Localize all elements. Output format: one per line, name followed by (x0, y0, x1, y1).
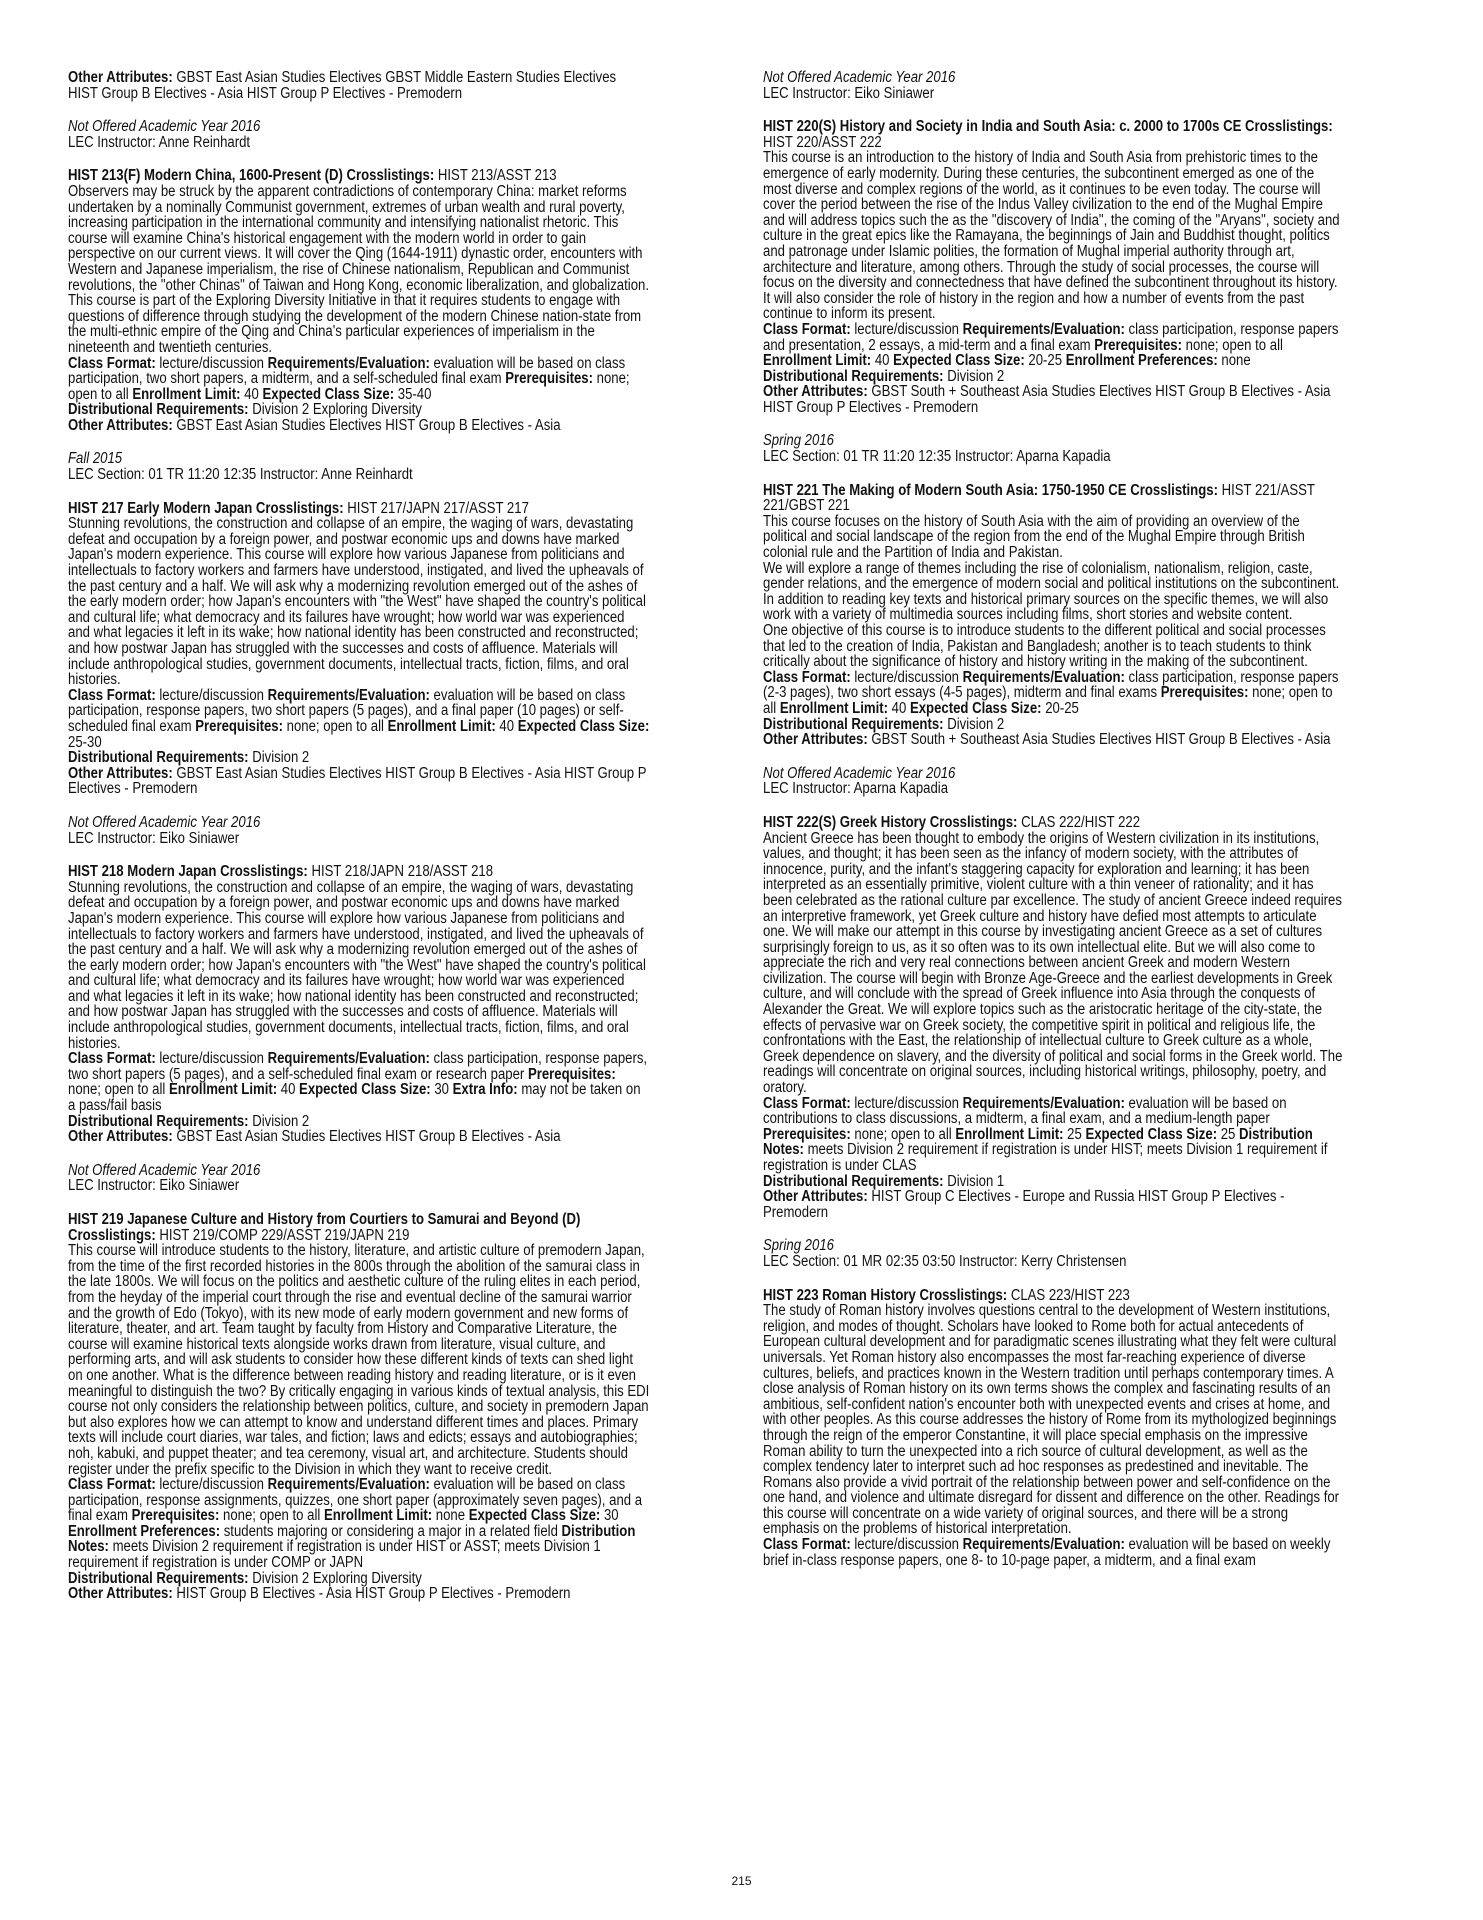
distribution-notes-label: Distribution Notes: (763, 1125, 1313, 1159)
expected-class-size: 20-25 (1028, 352, 1063, 370)
offering-entry (68, 451, 649, 482)
distributional-requirements: Division 2 Exploring Diversity (252, 401, 422, 419)
class-format-label: Class Format: (68, 354, 160, 372)
distributional-line (68, 750, 649, 766)
class-format: lecture/discussion (854, 1094, 959, 1112)
offering-detail: LEC Instructor: Eiko Siniawer (68, 1177, 240, 1195)
course-description: This course is an introduction to the history of India and South Asia from prehistoric times to the emergence of early modernity. During these centuries, the subcontinent emerged as one of the most diverse and complex regions of the world, as it continues to be even today. The course will cover the period between the rise of the Indus Valley civilization to the end of the Mughal Empire and will address topics such the as the "discovery of India", the coming of the "Aryans", society and culture in the great epics like the Ramayana, the beginnings of Jain and Buddhist thought, politics and patronage under Islamic polities, the formation of Mughal imperial authority through art, architecture and literature, among others. Through the study of social processes, the course will focus on the diversity and connectedness that have defined the subcontinent throughout its history. It will also consider the role of history in the region and how a number of events from the past continue to inform its present. (763, 149, 1340, 323)
enrollment-limit-label: Enrollment Limit: (168, 1081, 281, 1099)
prerequisites-label: Prerequisites: (527, 1065, 616, 1083)
course-description: Ancient Greece has been thought to embody the origins of Western civilization in its institutions, values, and thought; it has been seen as the infancy of modern society, with the attributes of innocence, purity, and the infant's staggering capacity for exploration and learning; it has been interpreted as an essentially primitive, violent culture with a thin veneer of rationality; and it has been celebrated as the rational culture par excellence. The study of ancient Greece indeed requires an interpretive framework, yet Greek culture and history have defied most attempts to articulate one. We will make our attempt in this course by investigating ancient Greece as a set of cultures surprisingly foreign to us, as it so often was to its own intellectual elite. But we will also come to appreciate the rich and very real connections between ancient Greek and modern Western civilization. The course will begin with Bronze Age-Greece and the earliest developments in Greek culture, and will conclude with the spread of Greek influence into Asia through the conquests of Alexander the Great. We will explore topics such as the aristocratic heritage of the city-state, the effects of pervasive war on Greek society, the competitive spirit in political and religious life, the confrontations with the East, the relationship of intellectual culture to Greek culture as a whole, Greek dependence on slavery, and the diversity of political and social forms in the Greek world. The readings will concentrate on original sources, including historical writings, philosophy, poetry, and oratory. (763, 829, 1343, 1097)
crosslistings: HIST 213/ASST 213 (437, 167, 557, 185)
offering-entry (68, 815, 649, 846)
other-attributes: GBST East Asian Studies Electives HIST Group B Electives - Asia HIST Group P Electives - Premodern (68, 764, 647, 798)
expected-class-size-label: Expected Class Size: (299, 1081, 435, 1099)
crosslistings-label: Crosslistings: (68, 1226, 160, 1244)
enrollment-limit-label: Enrollment Limit: (955, 1125, 1068, 1143)
expected-class-size-label: Expected Class Size: (468, 1507, 604, 1525)
course-number: HIST 219 (68, 1211, 124, 1228)
class-format-label: Class Format: (763, 1536, 855, 1554)
class-format: lecture/discussion (159, 1050, 264, 1068)
crosslistings-label: Crosslistings: (255, 499, 348, 517)
distributional-line (763, 1174, 1344, 1190)
requirements: class participation, response papers (2-3 pages), two short essays (4-5 pages), midterm and final exams (763, 668, 1339, 702)
course-details (763, 670, 1344, 717)
course-heading (68, 864, 649, 880)
expected-class-size: 30 (603, 1507, 619, 1525)
crosslistings: CLAS 222/HIST 222 (1021, 813, 1141, 831)
course-details (68, 356, 649, 403)
course-heading (763, 1288, 1344, 1304)
left-column (68, 70, 649, 1620)
other-attributes-label: Other Attributes: (68, 764, 177, 782)
enrollment-limit: 40 (874, 352, 890, 370)
other-attributes-label: Other Attributes: (763, 1188, 872, 1206)
requirements-label: Requirements/Evaluation: (962, 1094, 1129, 1112)
prerequisites: none; open to all (68, 1081, 166, 1099)
course-heading (763, 815, 1344, 831)
enrollment-limit-label: Enrollment Limit: (387, 717, 500, 735)
requirements: evaluation will be based on class participation, response papers, two short papers (5 pages), and a final paper (10 pages) or self-scheduled final exam (68, 686, 626, 735)
other-attributes-label: Other Attributes: (68, 416, 177, 434)
enrollment-preferences: none (1221, 352, 1251, 370)
crosslistings-label: Crosslistings: (346, 167, 438, 185)
class-format-label: Class Format: (68, 1476, 160, 1494)
distribution-notes-label: Distribution Notes: (68, 1522, 636, 1556)
enrollment-limit: none (435, 1507, 466, 1525)
other-attributes-label: Other Attributes: (68, 69, 177, 86)
course-heading (763, 119, 1344, 150)
expected-class-size-label: Expected Class Size: (909, 699, 1046, 717)
crosslistings: HIST 219/COMP 229/ASST 219/JAPN 219 (159, 1226, 410, 1244)
course-details (763, 1096, 1344, 1174)
crosslistings: HIST 221/ASST 221/GBST 221 (763, 481, 1315, 515)
class-format: lecture/discussion (159, 686, 264, 704)
distributional-requirements: Division 2 (947, 367, 1005, 385)
class-format: lecture/discussion (159, 354, 264, 372)
course-title: History and Society in India and South Asia: c. 2000 to 1700s CE (839, 118, 1242, 136)
offering-entry (763, 70, 1344, 101)
course-heading (68, 1212, 649, 1243)
distributional-requirements: Division 2 (252, 749, 310, 767)
other-attributes-label: Other Attributes: (763, 383, 872, 401)
offering-term: Fall 2015 (68, 450, 123, 468)
expected-class-size: 30 (434, 1081, 449, 1099)
offering-entry (763, 433, 1344, 464)
enrollment-limit: 40 (891, 699, 907, 717)
other-attributes: GBST East Asian Studies Electives HIST Group B Electives - Asia (176, 1128, 561, 1146)
other-attributes-line (68, 1129, 649, 1145)
other-attributes-line (68, 418, 649, 434)
course-number: HIST 222(S) (763, 813, 837, 831)
course-title: Modern Japan (127, 863, 217, 881)
course-entry (763, 1288, 1344, 1569)
expected-class-size-label: Expected Class Size: (262, 385, 398, 403)
requirements: evaluation will be based on contributions to class discussions, a midterm, a final exam, and a medium-length paper (763, 1094, 1287, 1128)
distribution-notes: meets Division 2 requirement if registration is under HIST or ASST; meets Division 1 requirement if registration is under COMP or JAPN (68, 1538, 601, 1572)
distribution-notes: meets Division 2 requirement if registration is under HIST; meets Division 1 requirement if registration is under CLAS (763, 1141, 1328, 1174)
other-attributes-label: Other Attributes: (763, 731, 872, 749)
offering-detail: LEC Instructor: Anne Reinhardt (68, 133, 251, 151)
distributional-requirements-label: Distributional Requirements: (68, 749, 253, 767)
distributional-line (763, 369, 1344, 385)
offering-entry (763, 766, 1344, 797)
other-attributes: HIST Group B Electives - Asia HIST Group P Electives - Premodern (176, 1585, 571, 1603)
requirements-label: Requirements/Evaluation: (267, 354, 434, 372)
distributional-requirements-label: Distributional Requirements: (68, 1569, 253, 1587)
distributional-requirements-label: Distributional Requirements: (68, 401, 253, 419)
offering-entry (68, 1163, 649, 1194)
class-format-label: Class Format: (68, 686, 160, 704)
requirements-label: Requirements/Evaluation: (962, 668, 1129, 686)
right-column (763, 70, 1344, 1586)
class-format: lecture/discussion (854, 668, 959, 686)
other-attributes-label: Other Attributes: (68, 1128, 177, 1146)
class-format: lecture/discussion (159, 1476, 264, 1494)
prerequisites: none; open to all (763, 684, 1333, 717)
other-attributes: GBST South + Southeast Asia Studies Electives HIST Group B Electives - Asia (871, 731, 1331, 749)
course-details (68, 1051, 649, 1113)
other-attributes-label: Other Attributes: (68, 1585, 177, 1603)
enrollment-preferences-label: Enrollment Preferences: (68, 1522, 224, 1540)
course-details (763, 1537, 1344, 1568)
prerequisites: none; open to all (286, 717, 384, 735)
prerequisites: none; open to all (68, 370, 630, 403)
crosslistings-label: Crosslistings: (1130, 481, 1222, 499)
extra-info-label: Extra Info: (452, 1081, 522, 1099)
course-entry (763, 483, 1344, 748)
expected-class-size: 25-30 (68, 733, 102, 751)
course-number: HIST 223 (763, 1286, 819, 1304)
course-entry (763, 119, 1344, 415)
crosslistings-label: Crosslistings: (1245, 118, 1333, 136)
expected-class-size: 20-25 (1045, 699, 1079, 717)
distributional-requirements: Division 1 (947, 1172, 1005, 1190)
expected-class-size-label: Expected Class Size: (1085, 1125, 1221, 1143)
distributional-line (68, 1114, 649, 1130)
requirements: evaluation will be based on class participation, two short papers, a midterm, and a self-scheduled final exam (68, 354, 626, 388)
course-details (68, 1477, 649, 1571)
enrollment-limit: 40 (499, 717, 515, 735)
course-description: Stunning revolutions, the construction and collapse of an empire, the waging of wars, devastating defeat and occupation by a foreign power, and postwar economic ups and downs have marked Japan's modern experience. This course will explore how various Japanese from politicians and intellectuals to factory workers and farmers have understood, instigated, and lived the upheavals of the past century and a half. We will ask why a modernizing revolution emerged out of the ashes of the early modern order; how Japan's encounters with "the West" have shaped the country's political and cultural life; what democracy and its failures have wrought; how world war was experienced and what legacies it left in its wake; how national identity has been constructed and reconstructed; and how postwar Japan has struggled with the successes and costs of affluence. Materials will include anthropological studies, government documents, intellectual tracts, fiction, films, and oral histories. (68, 515, 646, 689)
other-attributes: GBST East Asian Studies Electives GBST Middle Eastern Studies Electives HIST Group B Electives - Asia HIST Group P Electives - Premodern (68, 69, 617, 102)
enrollment-limit: 25 (1067, 1125, 1082, 1143)
course-heading (68, 501, 649, 517)
expected-class-size-label: Expected Class Size: (517, 717, 650, 735)
offering-detail: LEC Section: 01 TR 11:20 12:35 Instructor: Anne Reinhardt (68, 466, 413, 484)
page-number: 215 (731, 1874, 752, 1888)
offering-entry (763, 1238, 1344, 1269)
prerequisites: none; open to all (223, 1507, 321, 1525)
class-format: lecture/discussion (854, 320, 959, 338)
attributes-entry (68, 70, 649, 101)
course-description: One objective of this course is to introduce students to the different political and social processes that led to the creation of India, Pakistan and Bangladesh; another is to teach students to think critically about the significance of history and history writing in the making of the subcontinent. (763, 622, 1326, 671)
prerequisites: none; open to all (854, 1125, 952, 1143)
distributional-requirements-label: Distributional Requirements: (763, 1172, 948, 1190)
requirements-label: Requirements/Evaluation: (267, 1476, 434, 1494)
offering-detail: LEC Section: 01 MR 02:35 03:50 Instructor: Kerry Christensen (763, 1252, 1127, 1270)
enrollment-limit-label: Enrollment Limit: (132, 385, 245, 403)
offering-term: Not Offered Academic Year 2016 (68, 813, 261, 831)
distributional-requirements-label: Distributional Requirements: (763, 715, 948, 733)
distributional-line (68, 402, 649, 418)
prerequisites-label: Prerequisites: (131, 1507, 224, 1525)
class-format-label: Class Format: (763, 668, 855, 686)
course-description: Observers may be struck by the apparent contradictions of contemporary China: market reforms undertaken by a nominally Communist government, extremes of urban wealth and rural poverty, increasing participation in the international community and intensifying nationalist rhetoric. This course will examine China's historical engagement with the modern world in order to gain perspective on our current views. It will cover the Qing (1644-1911) dynastic order, encounters with Western and Japanese imperialism, the rise of Chinese nationalism, Republican and Communist revolutions, the "other Chinas" of Taiwan and Hong Kong, economic liberalization, and globalization. This course is part of the Exploring Diversity Initiative in that it requires students to engage with questions of difference through studying the development of the modern Chinese nation-state from the multi-ethnic empire of the Qing and China's particular experiences of imperialism in the nineteenth and twentieth centuries. (68, 182, 649, 356)
crosslistings: CLAS 223/HIST 223 (1010, 1286, 1130, 1304)
enrollment-limit-label: Enrollment Limit: (323, 1507, 436, 1525)
distributional-line (763, 717, 1344, 733)
other-attributes-line (68, 766, 649, 797)
course-description: This course will introduce students to the history, literature, and artistic culture of premodern Japan, from the time of the first recorded histories in the 800s through the abolition of the samurai class in the late 1800s. We will focus on the politics and aesthetic culture of the ruling elites in each period, from the heyday of the imperial court through the rise and eventual decline of the samurai warrior and the growth of Edo (Tokyo), with its new mode of early modern government and new forms of literature, theater, and art. Team taught by faculty from History and Comparative Literature, the course will examine historical texts alongside works drawn from literature, visual culture, and performing arts, and will ask students to consider how these different kinds of texts can shed light on one another. What is the difference between reading history and reading literature, or is it even meaningful to distinguish the two? By critically engaging in various kinds of textual analysis, this EDI course not only considers the relationship between politics, culture, and society in premodern Japan but also explores how we can attempt to know and understand different times and places. Primary texts will include court diaries, war tales, and fiction; laws and edicts; essays and autobiographies; noh, kabuki, and puppet theater; and tea ceremony, visual art, and architecture. Students should register under the prefix specific to the Division in which they want to receive credit. (68, 1242, 650, 1478)
crosslistings-label: Crosslistings: (919, 1286, 1011, 1304)
offering-term: Spring 2016 (763, 1237, 834, 1255)
class-format-label: Class Format: (763, 1094, 855, 1112)
enrollment-limit-label: Enrollment Limit: (763, 352, 875, 370)
prerequisites-label: Prerequisites: (1160, 684, 1253, 702)
course-heading (763, 483, 1344, 514)
course-entry (68, 1212, 649, 1602)
prerequisites-label: Prerequisites: (763, 1125, 855, 1143)
course-description: Stunning revolutions, the construction and collapse of an empire, the waging of wars, devastating defeat and occupation by a foreign power, and postwar economic ups and downs have marked Japan's modern experience. This course will explore how various Japanese from politicians and intellectuals to factory workers and farmers have understood, instigated, and lived the upheavals of the past century and a half. We will ask why a modernizing revolution emerged out of the ashes of the early modern order; how Japan's encounters with "the West" have shaped the country's political and cultural life; what democracy and its failures have wrought; how world war was experienced and what legacies it left in its wake; how national identity has been constructed and reconstructed; and how postwar Japan has struggled with the successes and costs of affluence. Materials will include anthropological studies, government documents, intellectual tracts, fiction, films, and oral histories. (68, 878, 646, 1052)
enrollment-limit: 40 (244, 385, 259, 403)
other-attributes: HIST Group C Electives - Europe and Russia HIST Group P Electives - Premodern (763, 1188, 1285, 1221)
offering-term: Not Offered Academic Year 2016 (68, 1161, 261, 1179)
enrollment-limit-label: Enrollment Limit: (779, 699, 892, 717)
course-number: HIST 213(F) (68, 167, 141, 185)
extra-info: may not be taken on a pass/fail basis (68, 1081, 641, 1115)
prerequisites-label: Prerequisites: (505, 370, 597, 388)
offering-term: Not Offered Academic Year 2016 (68, 118, 261, 136)
crosslistings: HIST 218/JAPN 218/ASST 218 (311, 863, 494, 881)
course-description: This course focuses on the history of South Asia with the aim of providing an overview of the political and social landscape of the region from the end of the Mughal Empire through British colonial rule and the Partition of India and Pakistan. (763, 512, 1305, 562)
course-title: Modern China, 1600-Present (D) (144, 167, 343, 185)
requirements-label: Requirements/Evaluation: (962, 1536, 1129, 1554)
course-entry (763, 815, 1344, 1220)
class-format: lecture/discussion (854, 1536, 959, 1554)
requirements: class participation, response papers, two short papers (5 pages), and a self-scheduled final exam or research paper (68, 1050, 648, 1083)
requirements: evaluation will be based on class participation, response assignments, quizzes, one short paper (approximately seven pages), and a final exam (68, 1476, 643, 1525)
course-entry (68, 864, 649, 1145)
requirements-label: Requirements/Evaluation: (267, 686, 434, 704)
requirements-label: Requirements/Evaluation: (267, 1050, 434, 1068)
crosslistings-label: Crosslistings: (929, 813, 1022, 831)
offering-entry (68, 119, 649, 150)
class-format-label: Class Format: (763, 320, 855, 338)
expected-class-size: 35-40 (397, 385, 432, 403)
expected-class-size: 25 (1220, 1125, 1236, 1143)
enrollment-limit: 40 (280, 1081, 296, 1099)
course-number: HIST 220(S) (763, 118, 837, 136)
offering-detail: LEC Instructor: Eiko Siniawer (68, 829, 240, 847)
offering-detail: LEC Instructor: Aparna Kapadia (763, 780, 949, 798)
course-entry (68, 501, 649, 797)
course-number: HIST 221 (763, 481, 819, 499)
course-description: The study of Roman history involves questions central to the development of Western institutions, religion, and modes of thought. Scholars have looked to Rome both for actual antecedents of European cultural development and for paradigmatic scenes illustrating what they felt were cultural universals. Yet Roman history also encompasses the most far-reaching experience of diverse cultures, beliefs, and practices known in the Western tradition until perhaps contemporary times. A close analysis of Roman history on its own terms shows the complex and fascinating results of an ambitious, self-confident nation's encounter both with unexpected events and crises at home, and with other peoples. As this course addresses the history of Rome from its mythologized beginnings through the reign of the emperor Constantine, it will place special emphasis on the impressive Roman ability to turn the unexpected into a rich source of cultural development, as well as the complex tendency later to interpret such ad hoc responses as predestined and inevitable. The Romans also provide a vivid portrait of the relationship between power and self-confidence on the one hand, and violence and ultimate disregard for dissent and difference on the other. Readings for this course will concentrate on a wide variety of original sources, and there will be a strong emphasis on the problems of historical interpretation. (763, 1302, 1340, 1538)
course-title: Greek History (839, 813, 927, 831)
distributional-line (68, 1571, 649, 1587)
expected-class-size-label: Expected Class Size: (893, 352, 1029, 370)
enrollment-preferences-label: Enrollment Preferences: (1065, 352, 1222, 370)
course-title: Japanese Culture and History from Courtiers to Samurai and Beyond (D) (127, 1211, 581, 1228)
distributional-requirements-label: Distributional Requirements: (763, 367, 948, 385)
course-description: We will explore a range of themes including the rise of colonialism, nationalism, religion, caste, gender relations, and the emergence of modern social and political institutions on the subcontinent. In addition to reading key texts and historical primary sources on the specific themes, we will also work with a variety of multimedia sources including films, short stories and website content. (763, 559, 1340, 624)
course-number: HIST 217 (68, 499, 124, 517)
prerequisites-label: Prerequisites: (1094, 336, 1186, 354)
offering-detail: LEC Section: 01 TR 11:20 12:35 Instructor: Aparna Kapadia (763, 448, 1111, 466)
other-attributes: GBST South + Southeast Asia Studies Electives HIST Group B Electives - Asia HIST Group P Electives - Premodern (763, 383, 1331, 416)
prerequisites-label: Prerequisites: (195, 717, 287, 735)
course-title: The Making of Modern South Asia: 1750-1950 CE (822, 481, 1127, 499)
course-heading (68, 168, 649, 184)
enrollment-preferences: students majoring or considering a major in a related field (223, 1522, 558, 1540)
requirements: class participation, response papers and presentation, 2 essays, a mid-term and a final exam (763, 320, 1339, 354)
other-attributes-line (68, 1586, 649, 1602)
distributional-requirements-label: Distributional Requirements: (68, 1112, 253, 1130)
distributional-requirements: Division 2 Exploring Diversity (252, 1569, 422, 1587)
class-format-label: Class Format: (68, 1050, 160, 1068)
offering-term: Not Offered Academic Year 2016 (763, 764, 956, 782)
course-details (68, 688, 649, 750)
offering-detail: LEC Instructor: Eiko Siniawer (763, 84, 935, 102)
course-entry (68, 168, 649, 433)
distributional-requirements: Division 2 (252, 1112, 310, 1130)
course-title: Roman History (822, 1286, 916, 1304)
offering-term: Spring 2016 (763, 432, 834, 450)
other-attributes-line (763, 732, 1344, 748)
crosslistings: HIST 220/ASST 222 (763, 133, 882, 151)
offering-term: Not Offered Academic Year 2016 (763, 69, 956, 86)
crosslistings-label: Crosslistings: (220, 863, 312, 881)
requirements-label: Requirements/Evaluation: (962, 320, 1129, 338)
requirements: evaluation will be based on weekly brief in-class response papers, one 8- to 10-page paper, a midterm, and a final exam (763, 1536, 1331, 1569)
course-title: Early Modern Japan (127, 499, 253, 517)
course-details (763, 322, 1344, 369)
distributional-requirements: Division 2 (947, 715, 1005, 733)
prerequisites: none; open to all (1185, 336, 1283, 354)
course-number: HIST 218 (68, 863, 124, 881)
crosslistings: HIST 217/JAPN 217/ASST 217 (347, 499, 529, 517)
other-attributes-line (68, 70, 649, 101)
other-attributes-line (763, 1189, 1344, 1220)
other-attributes-line (763, 384, 1344, 415)
other-attributes: GBST East Asian Studies Electives HIST Group B Electives - Asia (176, 416, 561, 434)
